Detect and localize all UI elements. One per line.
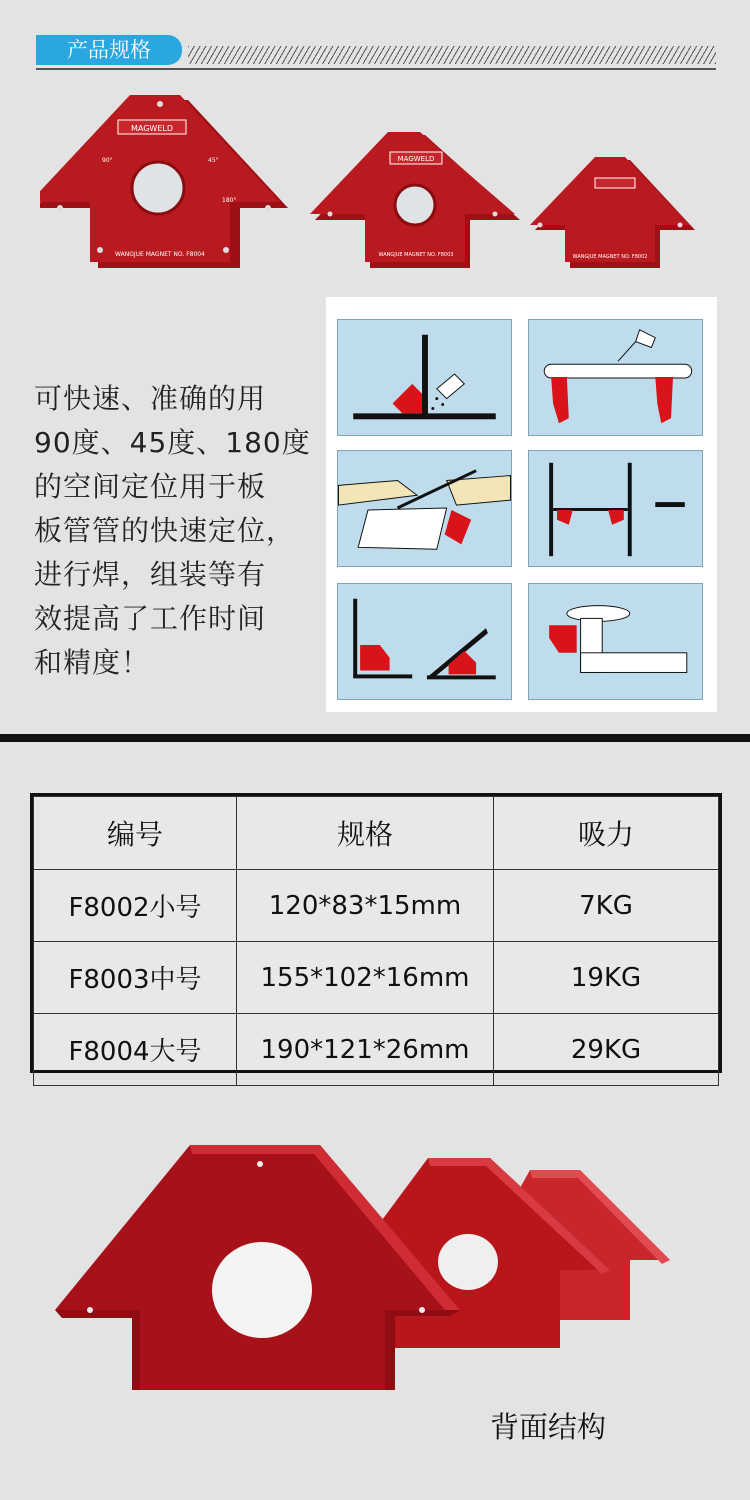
plate-text-small: WANGJUE MAGNET NO. F8002 <box>572 254 648 260</box>
description-line: 90度、45度、180度 <box>34 426 311 459</box>
illustration-hand-welding <box>337 450 512 567</box>
table-row <box>34 1014 719 1086</box>
table-header-row <box>34 797 719 870</box>
header-size: 规格 <box>237 797 494 870</box>
header-hatch-decoration <box>188 46 716 64</box>
header-model: 编号 <box>34 797 237 870</box>
cell-model: F8004大号 <box>34 1014 237 1086</box>
brand-label-large: MAGWELD <box>130 124 174 133</box>
illustration-plates <box>528 450 703 567</box>
back-view-photo <box>50 1140 690 1390</box>
angle-90-label: 90° <box>102 157 113 164</box>
angle-180-label: 180° <box>222 197 237 204</box>
section-title-tab <box>36 35 182 65</box>
angle-45-label: 45° <box>208 157 219 164</box>
illustration-t-joint <box>337 319 512 436</box>
illustration-corner <box>337 583 512 700</box>
product-description <box>34 377 324 685</box>
cell-size: 190*121*26mm <box>237 1014 494 1086</box>
cell-size: 155*102*16mm <box>237 942 494 1014</box>
section-divider <box>0 734 750 742</box>
header-force: 吸力 <box>494 797 719 870</box>
back-view-label: 背面结构 <box>490 1410 607 1444</box>
cell-size: 120*83*15mm <box>237 870 494 942</box>
cell-force: 19KG <box>494 942 719 1014</box>
description-line: 效提高了工作时间 <box>34 602 267 635</box>
plate-text-large: WANGJUE MAGNET NO. F8004 <box>115 251 205 258</box>
header-underline <box>36 68 716 70</box>
usage-illustration-panel <box>326 297 717 712</box>
magnet-medium <box>310 132 520 268</box>
table-row <box>34 870 719 942</box>
description-line: 可快速、准确的用 <box>34 382 267 415</box>
cell-force: 29KG <box>494 1014 719 1086</box>
description-line: 板管管的快速定位， <box>34 514 296 547</box>
illustration-elbow <box>528 583 703 700</box>
spec-table <box>30 793 722 1073</box>
cell-model: F8003中号 <box>34 942 237 1014</box>
magnet-small <box>530 157 695 268</box>
table-row <box>34 942 719 1014</box>
cell-force: 7KG <box>494 870 719 942</box>
plate-text-medium: WANGJUE MAGNET NO. F8003 <box>378 252 454 258</box>
illustration-pipe <box>528 319 703 436</box>
product-photo <box>40 90 720 280</box>
cell-model: F8002小号 <box>34 870 237 942</box>
description-line: 和精度！ <box>34 646 151 679</box>
back-magnet-large <box>55 1145 460 1390</box>
description-line: 进行焊，组装等有 <box>34 558 267 591</box>
section-title: 产品规格 <box>67 38 151 62</box>
brand-label-medium: MAGWELD <box>397 155 435 163</box>
magnet-large <box>40 95 288 268</box>
description-line: 的空间定位用于板 <box>34 470 267 503</box>
